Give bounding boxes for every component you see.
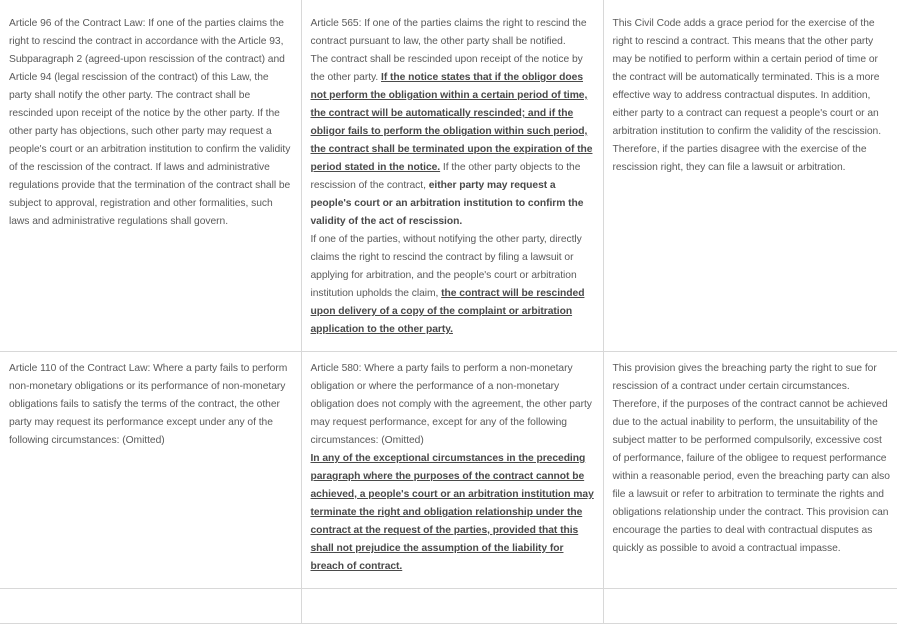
comment-cell <box>603 0 897 352</box>
contract-law-text: Article 96 of the Contract Law: If one of the parties claims the right to rescind the contract in accordance with the Article 93, Subparagraph 2 (agreed-upon rescission of the contract) and Article 94 (legal rescission of the contract) of this Law, the party shall notify the other party. The contract shall be rescinded upon receipt of the notice by the other party. If the other party has objections, such other party may request a people's court or an arbitration institution to confirm the validity of the rescission of the contract. If laws and administrative regulations provide that the termination of the contract shall be subject to approval, registration and other formalities, such laws and administrative regulations shall govern. <box>9 18 291 227</box>
plain-text: If one of the parties, without notifying the other party, directly claims the right to rescind the contract by filing a lawsuit or applying for arbitration, and the people's court or arbitration institution upholds the claim, <box>310 234 582 299</box>
contract-law-cell <box>0 0 301 352</box>
table-row <box>0 352 897 589</box>
empty-cell <box>0 589 301 624</box>
comment-text: This Civil Code adds a grace period for the exercise of the right to rescind a contract. This means that the other party may be notified to perform within a certain period of time or the contract will be automatically terminated. This is a more effective way to address contractual disputes. In addition, either party to a contract can request a people's court or an arbitration institution to confirm the validity of the rescission. Therefore, if the parties disagree with the exercise of the rescission right, they can file a lawsuit or arbitration. <box>612 18 882 173</box>
highlighted-text: the contract will be rescinded upon delivery of a copy of the complaint or arbitration application to the other party. <box>310 288 585 335</box>
plain-text: If the other party objects to the rescission of the contract, <box>310 162 581 191</box>
comment-cell <box>603 352 897 589</box>
comment-text: This provision gives the breaching party the right to sue for rescission of a contract under certain circumstances. Therefore, if the purposes of the contract cannot be achieved due to the actual inability to perform, the unsuitability of the subject matter to be performed compulsorily, excessive cost of performance, failure of the obligee to request performance within a reasonable period, even the breaching party can also file a lawsuit or refer to arbitration to terminate the rights and obligations relationship under the contract. This provision can encourage the parties to deal with contractual disputes as quickly as possible to avoid a contractual impasse. <box>612 363 890 554</box>
empty-cell <box>603 589 897 624</box>
civil-code-paragraph <box>311 51 596 231</box>
contract-law-text: Article 110 of the Contract Law: Where a party fails to perform non-monetary obligations or its performance of non-monetary obligations fails to satisfy the terms of the contract, the other party may request its performance except under any of the following circumstances: (Omitted) <box>9 363 288 446</box>
contract-law-cell <box>0 352 301 589</box>
highlighted-text: In any of the exceptional circumstances in the preceding paragraph where the purposes of the contract cannot be achieved, a people's court or an arbitration institution may terminate the right and obligation relationship under the contract at the request of the parties, provided that this shall not prejudice the assumption of the liability for breach of contract. <box>310 453 594 572</box>
bold-text: either party may request a people's court or an arbitration institution to confirm the validity of the act of rescission. <box>310 180 584 227</box>
highlighted-text: If the notice states that if the obligor does not perform the obligation within a certain period of time, the contract will be automatically rescinded; and if the obligor fails to perform the obligation within such period, the contract shall be terminated upon the expiration of the period stated in the notice. <box>310 72 593 173</box>
table-row <box>0 589 897 624</box>
civil-code-paragraph <box>311 231 596 339</box>
plain-text: The contract shall be rescinded upon receipt of the notice by the other party. <box>310 54 583 83</box>
civil-code-cell <box>301 352 603 589</box>
empty-cell <box>301 589 603 624</box>
civil-code-paragraph: Article 580: Where a party fails to perform a non-monetary obligation or where the performance of a non-monetary obligation does not comply with the agreement, the other party may request performance, except for any of the following circumstances: (Omitted) <box>310 363 592 446</box>
civil-code-paragraph: Article 565: If one of the parties claims the right to rescind the contract pursuant to law, the other party shall be notified. <box>310 18 587 47</box>
civil-code-cell <box>301 0 603 352</box>
